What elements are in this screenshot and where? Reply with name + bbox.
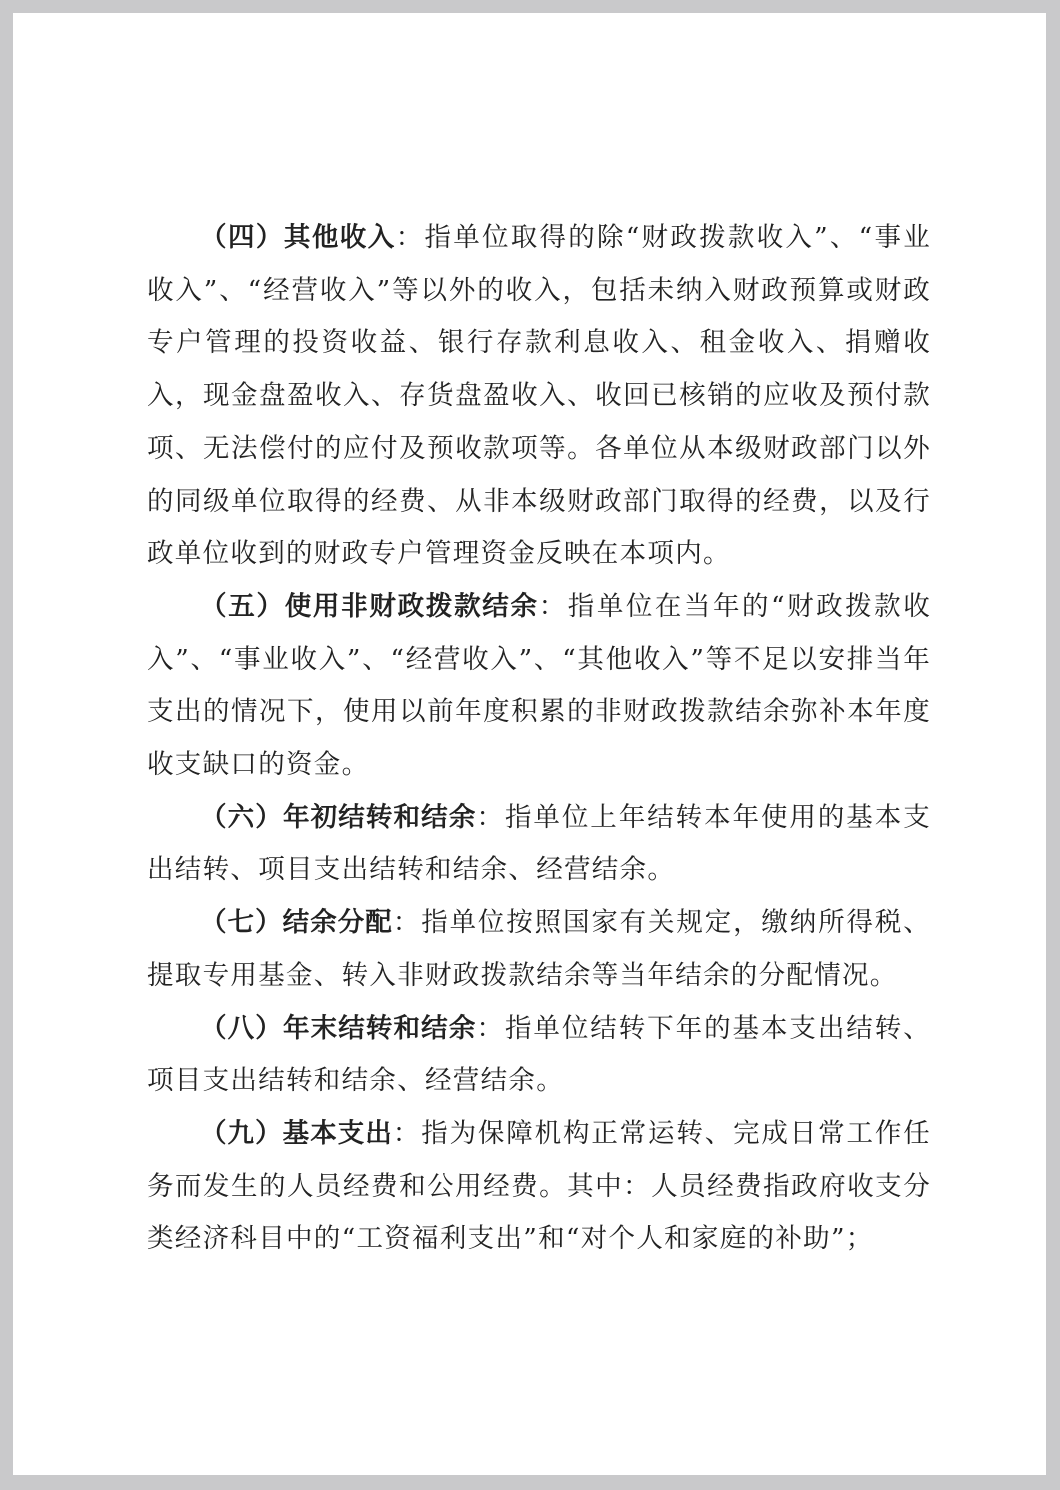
heading-separator: ： <box>395 222 425 253</box>
paragraph-text: 指单位按照国家有关规定，缴纳所得税、提取专用基金、转入非财政拨款结余等当年结余的分配情况。 <box>147 907 931 991</box>
document-page <box>13 13 1046 1475</box>
paragraph-heading: （五）使用非财政拨款结余 <box>200 590 539 622</box>
paragraph-heading: （九）基本支出 <box>200 1117 393 1149</box>
paragraph-surplus-distribution <box>147 897 931 1002</box>
paragraph-text: 指单位上年结转本年使用的基本支出结转、项目支出结转和结余、经营结余。 <box>147 801 932 886</box>
paragraph-heading: （八）年末结转和结余 <box>200 1012 477 1044</box>
document-body <box>147 212 931 1266</box>
paragraph-text: 指单位在当年的“财政拨款收入”、“事业收入”、“经营收入”、“其他收入”等不足以安排当年支出的情况下，使用以前年度积累的非财政拨款结余弥补本年度收支缺口的资金。 <box>147 590 931 781</box>
heading-separator: ： <box>392 1117 422 1149</box>
heading-separator: ： <box>476 801 505 833</box>
heading-separator: ： <box>476 1012 505 1044</box>
paragraph-closing-carryover <box>147 1003 931 1108</box>
paragraph-text: 指单位结转下年的基本支出结转、项目支出结转和结余、经营结余。 <box>147 1012 932 1097</box>
paragraph-basic-expenditure <box>147 1108 931 1266</box>
heading-separator: ： <box>392 907 422 939</box>
paragraph-non-fiscal-surplus-use <box>147 581 931 792</box>
paragraph-opening-carryover <box>147 792 931 897</box>
paragraph-heading: （四）其他收入 <box>200 222 396 253</box>
paragraph-text: 指单位取得的除“财政拨款收入”、“事业收入”、“经营收入”等以外的收入，包括未纳入财政预算或财政专户管理的投资收益、银行存款利息收入、租金收入、捐赠收入，现金盘盈收入、存货盘盈收入、收回已核销的应收及预付款项、无法偿付的应付及预收款项等。各单位从本级财政部门以外的同级单位取得的经费、从非本级财政部门取得的经费，以及行政单位收到的财政专户管理资金反映在本项内。 <box>147 222 932 570</box>
paragraph-heading: （六）年初结转和结余 <box>200 801 477 833</box>
heading-separator: ： <box>538 590 568 622</box>
paragraph-text: 指为保障机构正常运转、完成日常工作任务而发生的人员经费和公用经费。其中：人员经费指政府收支分类经济科目中的“工资福利支出”和“对个人和家庭的补助”； <box>147 1117 931 1255</box>
paragraph-heading: （七）结余分配 <box>200 907 393 939</box>
paragraph-other-income <box>147 212 931 581</box>
